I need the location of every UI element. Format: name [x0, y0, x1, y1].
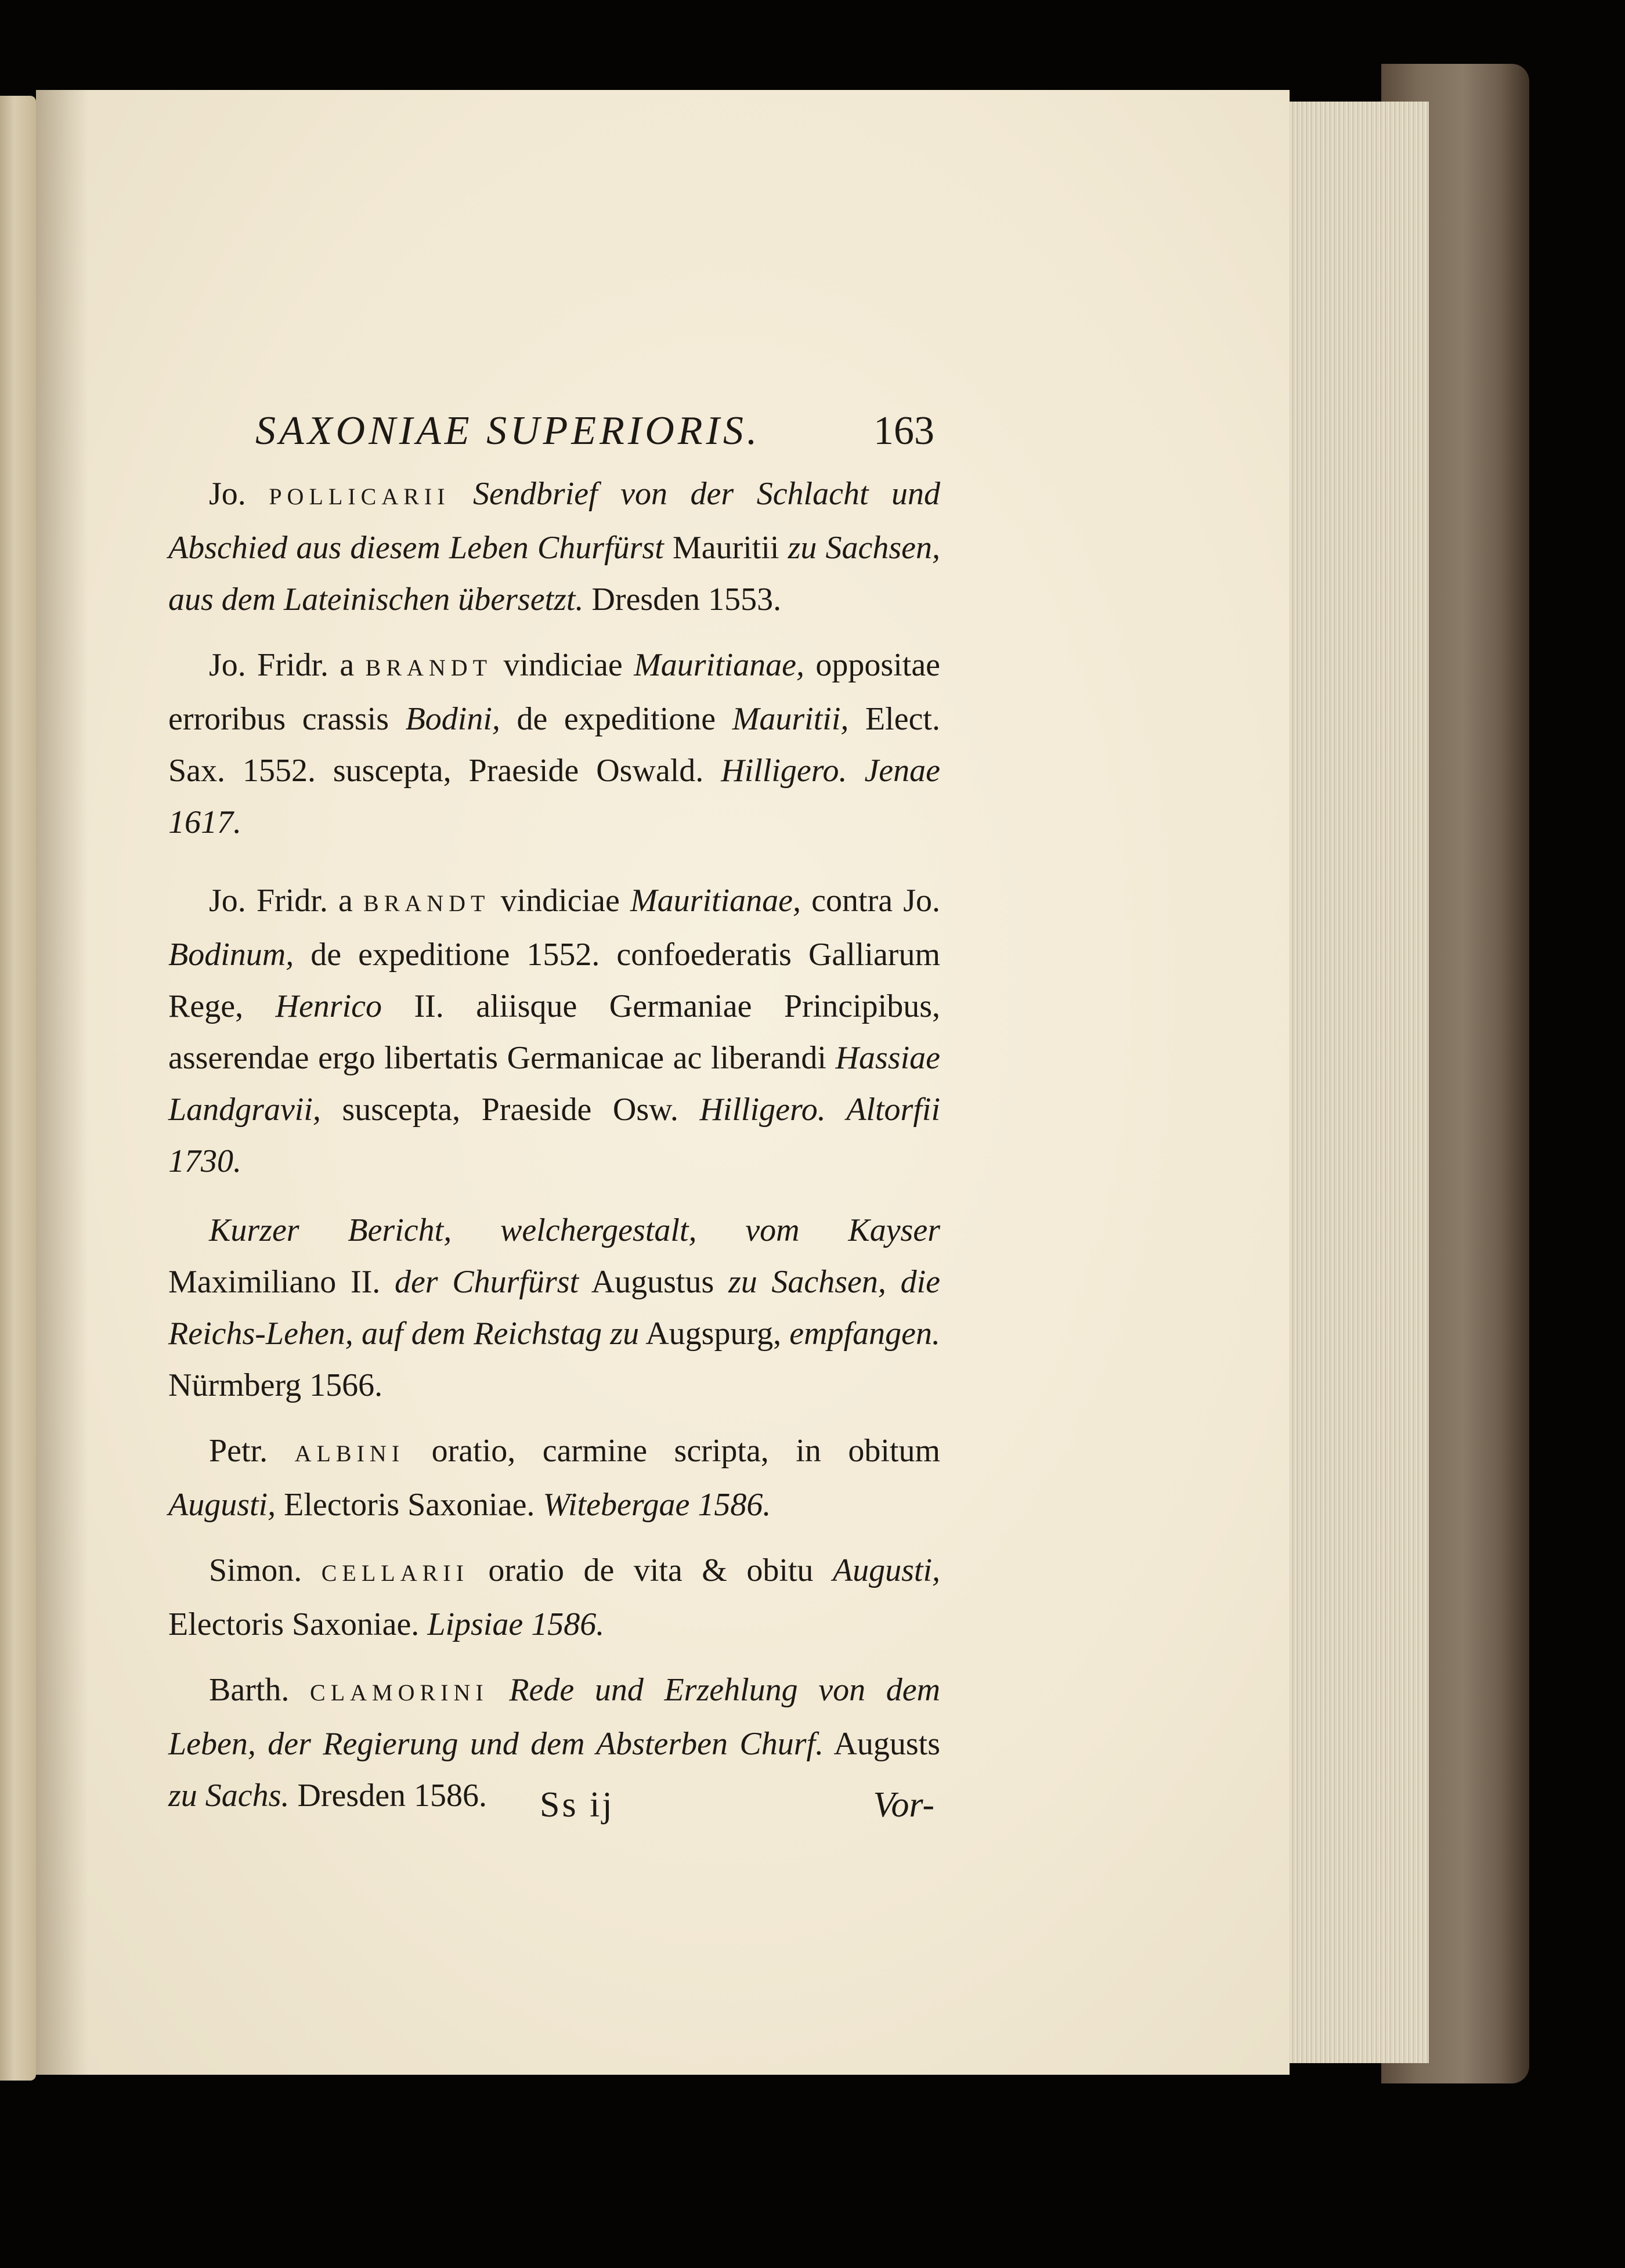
- author-prefix: Jo. Fridr. a: [209, 647, 355, 683]
- entry-title: Kurzer Bericht, welchergestalt, vom Kayser: [209, 1212, 940, 1248]
- gutter-shadow: [36, 90, 88, 2075]
- entry-text: Elect. Sax. 1552. suscepta, Praeside Oswald.: [168, 701, 940, 789]
- entry-text: II. aliisque Germaniae Principibus, asserendae ergo libertatis Germanicae ac liberandi: [168, 988, 940, 1076]
- entry-text: Maximiliano II.: [168, 1264, 381, 1300]
- entry-italic: Mauritianae,: [630, 883, 801, 919]
- entry-italic: zu Sachs.: [168, 1778, 290, 1814]
- entry-text: Mauritii: [672, 530, 779, 566]
- entry-text: de expeditione: [517, 701, 716, 737]
- facing-page-edge: [0, 96, 36, 2081]
- entry-kurzer-bericht: [168, 1205, 940, 1411]
- entry-text: oppositae erroribus crassis: [168, 647, 941, 737]
- entry-title: zu Sachsen, aus dem Lateinischen übersetzt.: [168, 530, 941, 617]
- author-name: CLAMORINI: [310, 1680, 489, 1706]
- entry-italic: empfangen.: [789, 1316, 941, 1352]
- author-name: BRANDT: [365, 655, 493, 681]
- page-edges: [1288, 102, 1429, 2063]
- entry-pollicarii: [168, 468, 940, 626]
- entry-imprint: Dresden 1586.: [297, 1778, 488, 1814]
- entry-italic: Mauritii,: [732, 701, 849, 737]
- author-prefix: Petr.: [209, 1433, 268, 1469]
- entry-title: Rede und Erzehlung von dem Leben, der Regierung und dem Absterben Churf.: [168, 1672, 941, 1762]
- author-prefix: Barth.: [209, 1672, 290, 1708]
- entry-text: vindiciae: [503, 647, 623, 683]
- bibliography-entries: [168, 468, 940, 1836]
- entry-imprint: Lipsiae 1586.: [427, 1606, 605, 1642]
- author-name: ALBINI: [294, 1440, 405, 1467]
- entry-text: suscepta, Praeside Osw.: [342, 1092, 678, 1128]
- entry-italic: Augusti,: [832, 1552, 941, 1588]
- entry-text: Augspurg,: [645, 1316, 782, 1352]
- running-head: [168, 398, 940, 456]
- entry-cellarii: [168, 1545, 940, 1651]
- entry-italic: Bodini,: [405, 701, 500, 737]
- entry-imprint: Nürmberg 1566.: [168, 1367, 383, 1403]
- entry-italic: Mauritianae,: [634, 647, 805, 683]
- entry-albini: [168, 1425, 940, 1531]
- author-name: CELLARII: [321, 1560, 469, 1586]
- author-name: POLLICARII: [269, 483, 450, 510]
- entry-italic: der Churfürst: [394, 1264, 579, 1300]
- entry-imprint: Hilligero. Jenae 1617.: [168, 753, 941, 840]
- page-footer: [168, 1785, 940, 1843]
- entry-text: Electoris Saxoniae.: [168, 1606, 420, 1642]
- author-name: BRANDT: [363, 890, 490, 916]
- text-block: [168, 398, 940, 1906]
- entry-text: contra Jo.: [811, 883, 941, 919]
- entry-brandt-altorfii: [168, 875, 940, 1187]
- entry-imprint: Witebergae 1586.: [543, 1487, 771, 1523]
- entry-text: de expeditione 1552. confoederatis Galliarum Rege,: [168, 937, 941, 1024]
- author-prefix: Jo.: [209, 476, 246, 512]
- entry-title: Sendbrief von der Schlacht und Abschied aus diesem Leben Churfürst: [168, 476, 941, 566]
- entry-imprint: Dresden 1553.: [591, 582, 782, 617]
- entry-italic: zu Sachsen, die Reichs-Lehen, auf dem Reichstag zu: [168, 1264, 940, 1352]
- page-number: 163: [873, 409, 934, 453]
- entry-italic: Henrico: [275, 988, 382, 1024]
- entry-text: Electoris Saxoniae.: [284, 1487, 535, 1523]
- entry-text: oratio de vita & obitu: [488, 1552, 814, 1588]
- author-prefix: Simon.: [209, 1552, 302, 1588]
- catchword: Vor-: [873, 1785, 934, 1825]
- entry-text: Augusts: [833, 1726, 940, 1762]
- entry-italic: Hassiae Landgravii,: [168, 1040, 940, 1128]
- entry-italic: Bodinum,: [168, 937, 294, 973]
- entry-imprint: Hilligero. Altorfii 1730.: [168, 1092, 940, 1179]
- entry-brandt-jenae: [168, 640, 940, 848]
- running-head-title: SAXONIAE SUPERIORIS.: [255, 409, 761, 453]
- entry-italic: Augusti,: [168, 1487, 276, 1523]
- entry-text: Augustus: [591, 1264, 714, 1300]
- author-prefix: Jo. Fridr. a: [209, 883, 353, 919]
- entry-text: vindiciae: [500, 883, 620, 919]
- signature-mark: Ss ij: [540, 1785, 615, 1825]
- entry-text: oratio, carmine scripta, in obitum: [431, 1433, 940, 1469]
